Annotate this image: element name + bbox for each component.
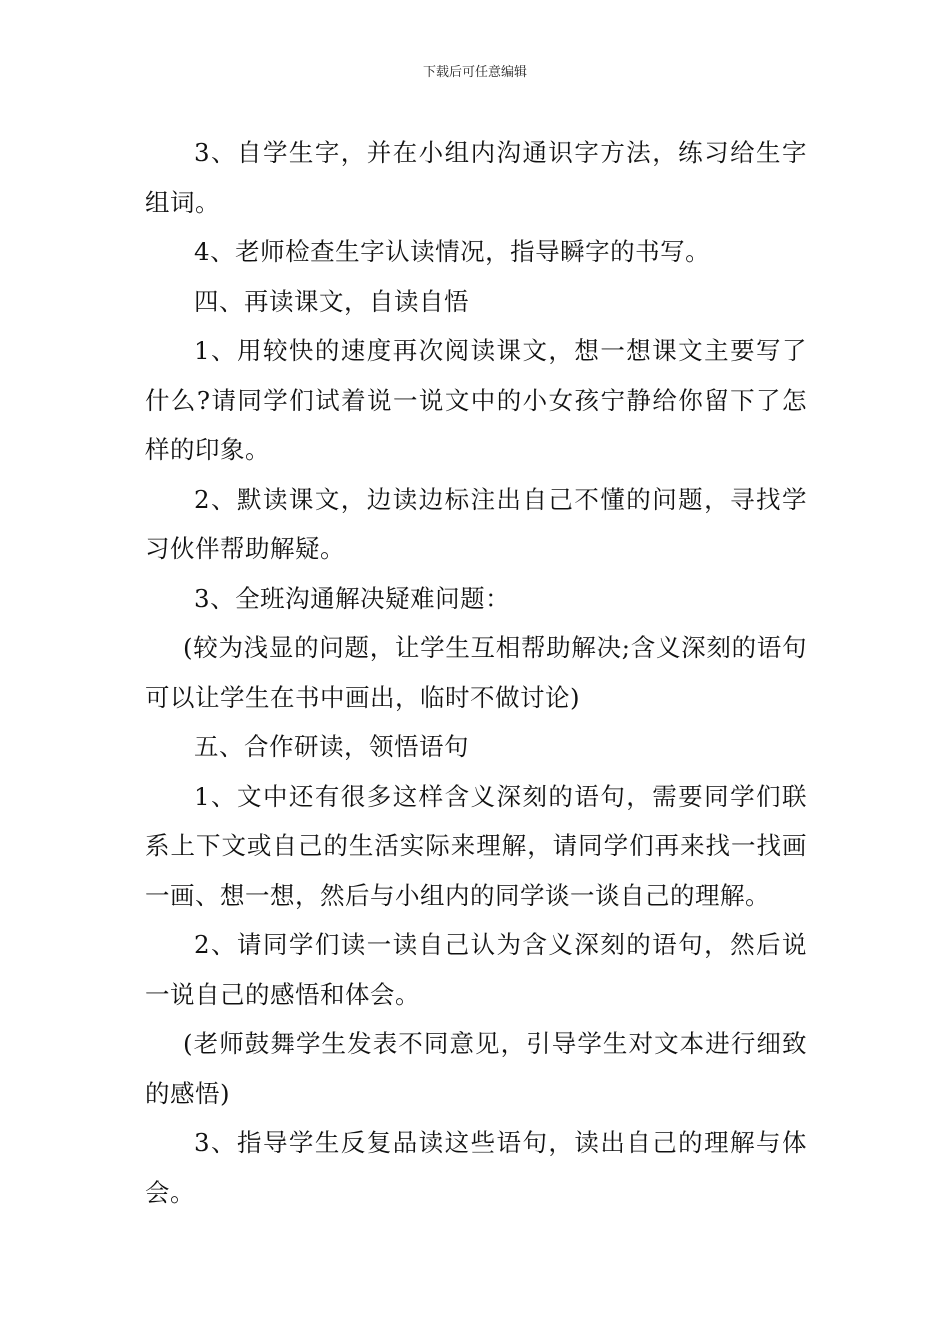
paragraph-step-4-teacher-check: 4、老师检查生字认读情况，指导瞬字的书写。 — [194, 237, 711, 266]
section-heading-4: 四、再读课文，自读自悟 — [194, 286, 469, 316]
paragraph-cooperative-3: 3、指导学生反复品读这些语句，读出自己的理解与体会。 — [145, 1128, 807, 1207]
paragraph-reread-1: 1、用较快的速度再次阅读课文，想一想课文主要写了什么?请同学们试着说一说文中的小女孩宁静给你留下了怎样的印象。 — [145, 336, 807, 464]
note-paragraph-1: (较为浅显的问题，让学生互相帮助解决;含义深刻的语句可以让学生在书中画出，临时不做讨论) — [145, 633, 807, 712]
section-heading-5: 五、合作研读，领悟语句 — [194, 732, 469, 761]
page-header: 下载后可任意编辑 — [422, 65, 527, 80]
paragraph-step-3-self-study: 3、自学生字，并在小组内沟通识字方法，练习给生字组词。 — [145, 138, 807, 217]
paragraph-reread-3: 3、全班沟通解决疑难问题： — [194, 583, 511, 613]
note-paragraph-2: (老师鼓舞学生发表不同意见，引导学生对文本进行细致的感悟) — [145, 1029, 807, 1108]
document-body — [145, 128, 807, 1217]
paragraph-reread-2: 2、默读课文，边读边标注出自己不懂的问题，寻找学习伙伴帮助解疑。 — [145, 484, 807, 563]
paragraph-cooperative-1: 1、文中还有很多这样含义深刻的语句，需要同学们联系上下文或自己的生活实际来理解，请同学们再来找一找画一画、想一想，然后与小组内的同学谈一谈自己的理解。 — [145, 781, 807, 910]
paragraph-cooperative-2: 2、请同学们读一读自己认为含义深刻的语句，然后说一说自己的感悟和体会。 — [145, 930, 807, 1009]
